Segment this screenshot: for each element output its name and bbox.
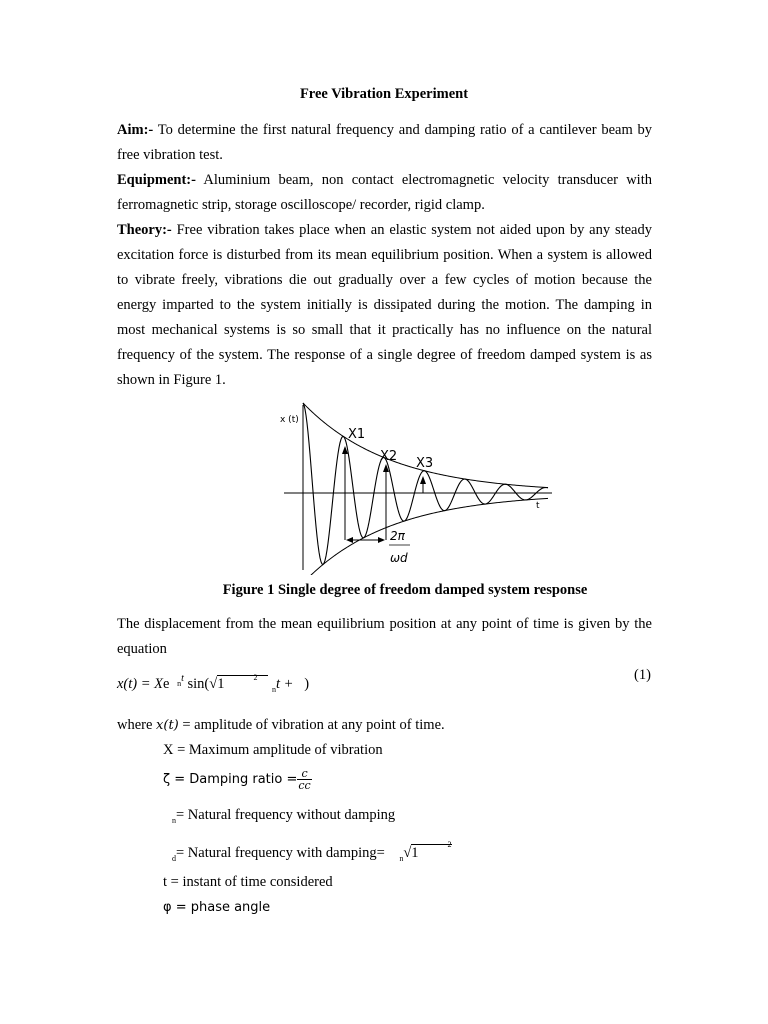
x3-arrow-icon xyxy=(420,476,426,484)
damped-response-figure xyxy=(270,395,570,575)
lower-envelope xyxy=(303,498,548,575)
equation-1 xyxy=(117,673,310,694)
x2-label: X2 xyxy=(380,449,398,464)
equation-t-plus: t + xyxy=(275,676,294,692)
equation-n-sub: n xyxy=(271,685,276,694)
theory-text: Free vibration takes place when an elastic system not aided upon by any steady excitation force is disturbed from its mean equilibrium position. When a system is allowed to vibrate freely, vibrations die out gradually over a few cycles of motion because the energy imparted to the system initially is dissipated during the motion. The damping in most mechanical systems is so small that it practically has no influence on the natural frequency of the system. The response of a single degree of freedom damped system is as shown in Figure 1. xyxy=(117,222,652,388)
x1-label: X1 xyxy=(348,427,366,442)
x3-label: X3 xyxy=(416,456,434,471)
natural-frequency-text: = Natural frequency without damping xyxy=(176,807,396,823)
period-numerator: 2π xyxy=(390,529,405,543)
damped-frequency-sub: d xyxy=(172,854,176,863)
period-arrow-left-icon xyxy=(346,537,353,543)
equation-root-one: 1 xyxy=(217,676,225,692)
equation-number: (1) xyxy=(634,667,651,683)
natural-frequency-definition xyxy=(172,807,395,824)
x-axis-label: t xyxy=(536,501,540,511)
damped-root-one: 1 xyxy=(411,845,419,861)
theory-label: Theory:- xyxy=(117,222,172,238)
time-definition: t = instant of time considered xyxy=(163,874,333,890)
equipment-text: Aluminium beam, non contact electromagnetic velocity transducer with ferromagnetic strip, storage oscilloscope/ recorder, rigid clamp. xyxy=(117,172,652,213)
aim-paragraph xyxy=(117,118,652,168)
period-arrow-right-icon xyxy=(378,537,385,543)
zeta-denominator: cc xyxy=(298,779,311,792)
zeta-fraction xyxy=(297,768,311,791)
equation-exp-t: t xyxy=(181,673,184,684)
where-prefix: where xyxy=(117,717,157,733)
equation-root-pow: 2 xyxy=(253,673,258,682)
aim-text: To determine the first natural frequency and damping ratio of a cantilever beam by free vibration test. xyxy=(117,122,652,163)
equation-sin: sin( xyxy=(187,676,210,692)
figure-caption: Figure 1 Single degree of freedom damped system response xyxy=(222,582,588,598)
aim-label: Aim:- xyxy=(117,122,154,138)
equation-close: ) xyxy=(304,676,310,692)
where-variable: x(t) xyxy=(156,718,179,733)
where-rest: = amplitude of vibration at any point of time. xyxy=(178,717,445,733)
equipment-label: Equipment:- xyxy=(117,172,196,188)
zeta-definition xyxy=(163,768,312,791)
displacement-paragraph: The displacement from the mean equilibrium position at any point of time is given by the equation xyxy=(117,616,652,657)
sqrt-icon: √ xyxy=(403,845,412,861)
damped-root-pow: 2 xyxy=(447,840,452,849)
y-axis-label: x (t) xyxy=(280,415,299,425)
equipment-paragraph xyxy=(117,168,652,218)
x-definition: X = Maximum amplitude of vibration xyxy=(163,742,383,758)
phase-definition: φ = phase angle xyxy=(163,900,271,915)
equation-lhs: x(t) = X xyxy=(117,676,164,692)
zeta-definition-text: ζ = Damping ratio = xyxy=(163,772,298,787)
damped-frequency-definition xyxy=(172,840,452,863)
damped-frequency-n-sub: n xyxy=(399,854,404,863)
where-line xyxy=(117,717,445,734)
sqrt-icon: √ xyxy=(209,676,218,692)
equation-e: e xyxy=(163,676,170,692)
damped-frequency-text: = Natural frequency with damping= xyxy=(176,845,385,861)
period-denominator: ωd xyxy=(390,551,408,565)
theory-paragraph xyxy=(117,218,652,393)
equation-exp-sub: n xyxy=(177,679,182,688)
natural-frequency-sub: n xyxy=(172,816,176,825)
page-title: Free Vibration Experiment xyxy=(299,86,469,102)
zeta-numerator: c xyxy=(297,768,311,780)
